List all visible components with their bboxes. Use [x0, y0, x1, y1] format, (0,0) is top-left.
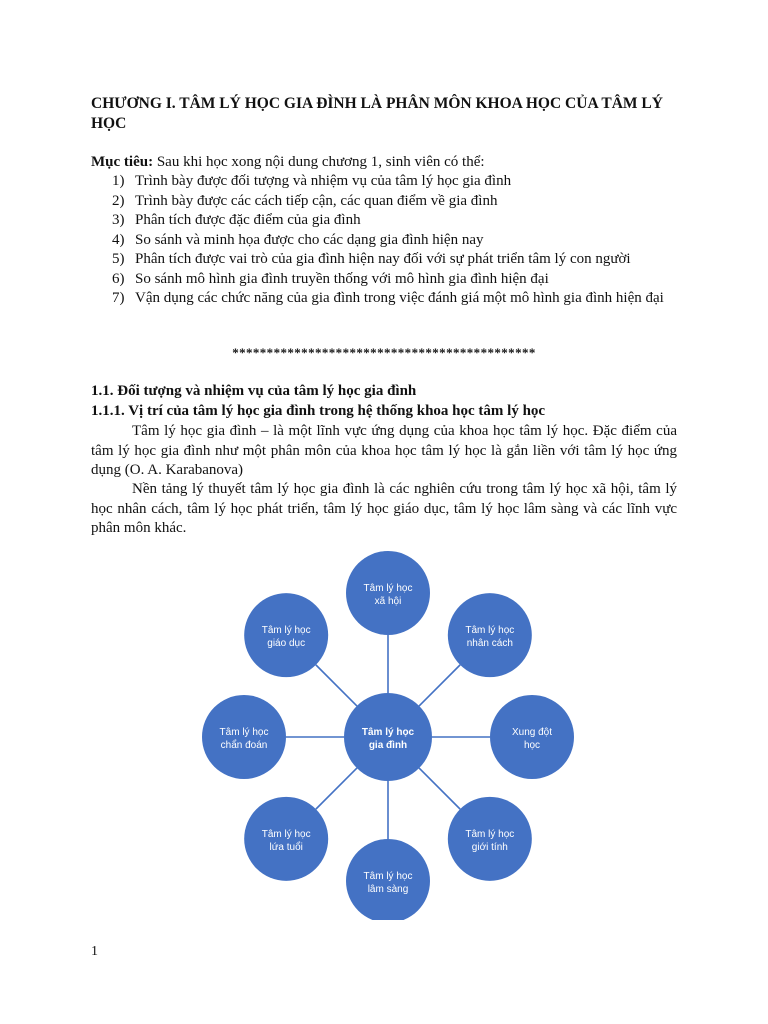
goals-label: Mục tiêu:	[91, 154, 154, 170]
list-item-number: 4)	[112, 231, 125, 248]
node-label-line2: giáo dục	[267, 638, 306, 650]
list-item-text: Vận dụng các chức năng của gia đình trong việc đánh giá một mô hình gia đình hiện đại	[135, 290, 664, 306]
list-item-number: 7)	[112, 290, 125, 306]
list-item-number: 1)	[112, 173, 125, 189]
connector-line	[419, 665, 460, 706]
list-item-text: Phân tích được đặc điểm của gia đình	[135, 212, 361, 228]
list-item-number: 3)	[112, 212, 125, 228]
node-label-line2: xã hội	[374, 596, 402, 607]
diagram-nodes	[202, 551, 574, 920]
node-label-line2: lâm sàng	[367, 884, 409, 895]
list-item	[91, 211, 677, 231]
paragraph: Tâm lý học gia đình – là một lĩnh vực ứng dụng của khoa học tâm lý học. Đặc điểm của tâm lý học gia đình như một phân môn của khoa học tâm lý học là gắn liền với tâm lý học ứng dụng (O. A. Karabanova)	[91, 423, 677, 478]
list-item	[91, 250, 677, 270]
node-label-line1: Tâm lý học	[261, 625, 311, 637]
node-label-line1: Tâm lý học	[363, 583, 413, 594]
connector-line	[419, 768, 460, 809]
list-item-number: 2)	[112, 192, 125, 209]
node-label-line2: chẩn đoán	[220, 740, 268, 751]
node-label-line1: Tâm lý học	[465, 625, 515, 637]
diagram-node	[244, 797, 328, 881]
diagram-node	[346, 839, 430, 920]
page-number: 1	[91, 944, 98, 959]
node-label-line1: Tâm lý học	[465, 828, 515, 840]
node-label-line1: Tâm lý học	[261, 828, 311, 840]
center-node	[344, 693, 432, 781]
connector-line	[316, 768, 357, 809]
diagram-node	[448, 593, 532, 677]
diagram-node	[202, 695, 286, 779]
node-label-line1: Tâm lý học	[219, 727, 269, 738]
chapter-title: CHƯƠNG I. TÂM LÝ HỌC GIA ĐÌNH LÀ PHÂN MÔN KHOA HỌC CỦA TÂM LÝ HỌC	[91, 95, 663, 132]
diagram-node	[448, 797, 532, 881]
center-label-line2: gia đình	[368, 740, 408, 751]
paragraph: Nền tảng lý thuyết tâm lý học gia đình là các nghiên cứu trong tâm lý học xã hội, tâm lý học nhân cách, tâm lý học phát triển, tâm lý học giáo dục, tâm lý học lâm sàng và các lĩnh vực phân môn khác.	[91, 481, 677, 536]
diagram-node	[346, 551, 430, 635]
list-item	[91, 231, 677, 251]
diagram-node	[490, 695, 574, 779]
psychology-diagram	[0, 530, 768, 920]
connector-line	[316, 665, 357, 706]
list-item	[91, 270, 677, 290]
list-item-number: 6)	[112, 270, 125, 287]
list-item	[91, 192, 677, 212]
node-label-line2: lứa tuổi	[269, 841, 303, 853]
goals-text: Sau khi học xong nội dung chương 1, sinh viên có thể:	[153, 154, 485, 170]
node-label-line2: học	[523, 740, 541, 751]
node-label-line1: Xung đột	[511, 727, 553, 738]
separator: ********************************************	[232, 345, 536, 360]
list-item-number: 5)	[112, 251, 125, 267]
list-item-text: So sánh và minh họa được cho các dạng gia đình hiện nay	[135, 231, 484, 248]
objectives-list	[91, 172, 677, 309]
goals-intro	[91, 153, 681, 173]
list-item-text: Phân tích được vai trò của gia đình hiện nay đối với sự phát triển tâm lý con người	[135, 251, 631, 267]
list-item	[91, 172, 677, 192]
node-label-line1: Tâm lý học	[363, 871, 413, 882]
node-label-line2: nhân cách	[466, 638, 513, 650]
list-item	[91, 289, 677, 309]
center-label-line1: Tâm lý học	[361, 727, 415, 738]
list-item-text: So sánh mô hình gia đình truyền thống với mô hình gia đình hiện đại	[135, 270, 549, 287]
diagram-node	[244, 593, 328, 677]
section-heading: 1.1. Đối tượng và nhiệm vụ của tâm lý học gia đình	[91, 383, 417, 399]
list-item-text: Trình bày được các cách tiếp cận, các quan điểm về gia đình	[135, 192, 498, 209]
list-item-text: Trình bày được đối tượng và nhiệm vụ của tâm lý học gia đình	[135, 173, 512, 189]
subsection-heading: 1.1.1. Vị trí của tâm lý học gia đình trong hệ thống khoa học tâm lý học	[91, 403, 546, 419]
node-label-line2: giới tính	[471, 841, 508, 853]
